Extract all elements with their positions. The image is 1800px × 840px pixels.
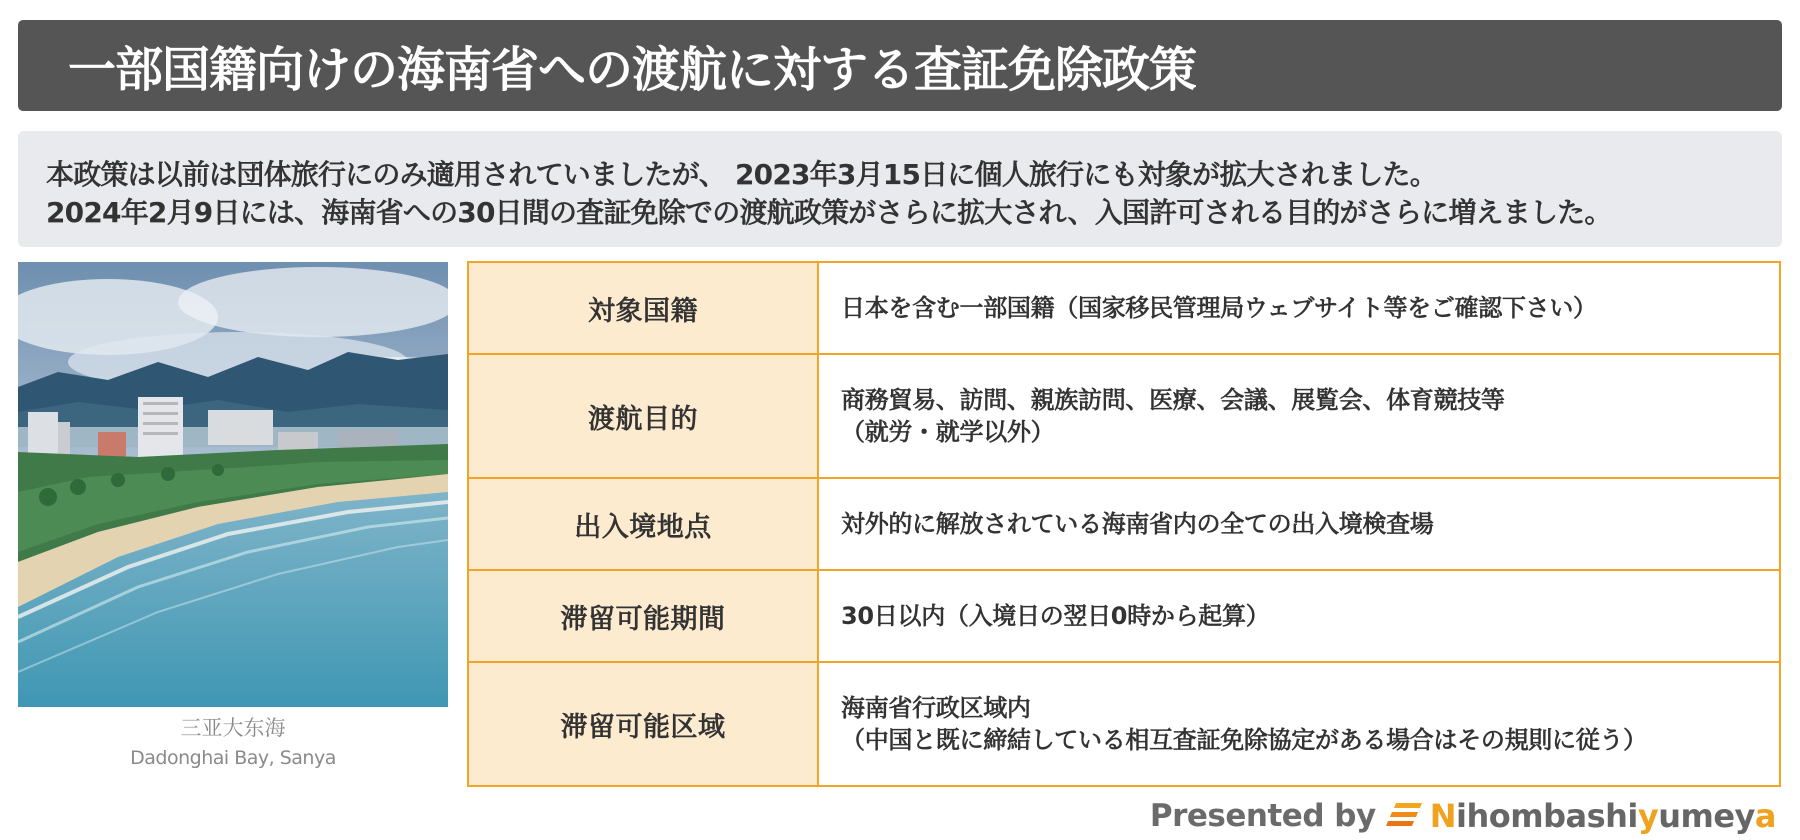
row-value	[818, 478, 1780, 570]
row-value	[818, 570, 1780, 662]
row-value	[818, 662, 1780, 786]
table-row	[468, 662, 1780, 786]
page-title: 一部国籍向けの海南省への渡航に対する査証免除政策	[68, 42, 1197, 98]
row-value-line: （中国と既に締結している相互査証免除協定がある場合はその規則に従う）	[841, 726, 1647, 754]
row-value	[818, 354, 1780, 478]
presented-by-label: Presented by	[1149, 798, 1376, 834]
row-value-line: 30日以内（入境日の翌日0時から起算）	[841, 602, 1270, 630]
title-bar	[18, 20, 1782, 111]
row-label: 対象国籍	[468, 262, 818, 354]
sanya-beach-photo	[18, 262, 448, 707]
intro-line-2: 2024年2月9日には、海南省への30日間の査証免除での渡航政策がさらに拡大され、入国許可される目的がさらに増えました。	[46, 196, 1612, 229]
table-row	[468, 354, 1780, 478]
table-row	[468, 570, 1780, 662]
footer-credit	[1150, 796, 1776, 836]
brand-name: Nihombashiyumeya	[1429, 797, 1776, 835]
intro-box	[18, 131, 1782, 247]
row-value-line: （就労・就学以外）	[841, 418, 1055, 446]
row-label: 滞留可能期間	[468, 570, 818, 662]
intro-line-1: 本政策は以前は団体旅行にのみ適用されていましたが、 2023年3月15日に個人旅行にも対象が拡大されました。	[46, 158, 1437, 191]
row-label: 渡航目的	[468, 354, 818, 478]
row-value-line: 海南省行政区域内	[841, 694, 1031, 722]
table-row	[468, 478, 1780, 570]
row-value-line: 日本を含む一部国籍（国家移民管理局ウェブサイト等をご確認下さい）	[841, 294, 1597, 322]
row-value-line: 商務貿易、訪問、親族訪問、医療、会議、展覧会、体育競技等	[841, 386, 1505, 414]
nihombashiyumeya-logo-icon	[1386, 799, 1424, 833]
photo-caption	[18, 712, 448, 772]
row-value	[818, 262, 1780, 354]
row-value-line: 対外的に解放されている海南省内の全ての出入境検査場	[841, 510, 1434, 538]
photo-caption-chinese: 三亚大东海	[180, 716, 286, 740]
row-label: 滞留可能区域	[468, 662, 818, 786]
policy-table	[467, 261, 1781, 787]
table-row	[468, 262, 1780, 354]
row-label: 出入境地点	[468, 478, 818, 570]
photo-caption-english: Dadonghai Bay, Sanya	[130, 747, 336, 769]
